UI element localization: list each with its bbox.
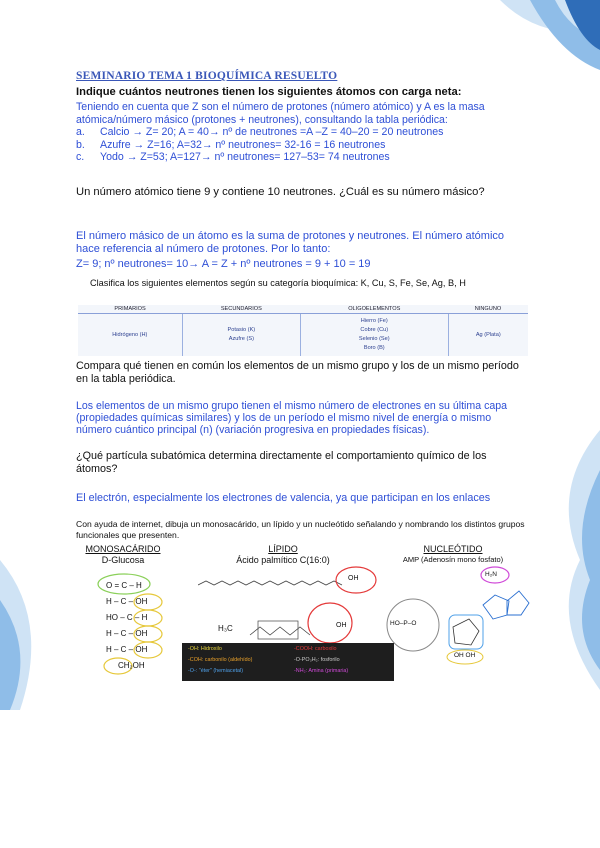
nucleotide-title: NUCLEÓTIDO (423, 544, 483, 554)
answer-5 (76, 492, 526, 505)
cell-secundarios (182, 314, 300, 357)
glucose-line: HO – C – H (106, 613, 148, 622)
header-secundarios: SECUNDARIOS (182, 305, 300, 314)
oligo-item: Selenio (Se) (358, 336, 390, 342)
answer-item-b (76, 139, 526, 152)
legend-item: -COOH: carboxilo (294, 646, 337, 652)
answer-2 (76, 230, 526, 271)
legend-item: -COH: carbonilo (aldehído) (188, 657, 253, 663)
glucose-line: H – C – OH (106, 645, 148, 654)
header-ninguno: NINGUNO (448, 305, 528, 314)
oligo-item: Boro (B) (363, 345, 385, 351)
page-title: SEMINARIO TEMA 1 BIOQUÍMICA RESUELTO (76, 70, 338, 82)
primario-item: Hidrógeno (H) (112, 331, 148, 338)
amp-oh-label: OH OH (454, 652, 476, 659)
question-1 (76, 86, 526, 164)
answer-item-a-text: Calcio → Z= 20; A = 40→ nº de neutrones =A –Z = 40–20 = 20 neutrones (100, 126, 444, 138)
answer-item-a-label: a. (76, 126, 85, 138)
glucose-line: H – C – OH (106, 597, 148, 606)
oligo-item: Cobre (Cu) (360, 327, 389, 333)
nucleotide-name: AMP (Adenosín mono fosfato) (402, 555, 504, 564)
cell-ninguno (448, 314, 528, 357)
corner-wave-right (540, 430, 600, 690)
legend-item: -OH: Hidroxilo (188, 646, 222, 652)
glucose-line: H – C – OH (106, 629, 148, 638)
answer-item-c-label: c. (76, 151, 85, 163)
question-1-text: Indique cuántos neutrones tienen los siguientes átomos con carga neta: (76, 86, 462, 98)
question-5 (76, 450, 526, 476)
header-oligoelementos: OLIGOELEMENTOS (301, 305, 449, 314)
amp-amine-label: H₂N (485, 571, 497, 578)
amp-structure (383, 565, 533, 665)
functional-groups-legend (182, 643, 394, 681)
answer-item-b-text: Azufre → Z=16; A=32→ nº neutrones= 32-16 = 16 neutrones (100, 138, 386, 151)
answer-4-text: Los elementos de un mismo grupo tienen el mismo número de electrones en su última capa (propiedades químicas similares) y los de un período el mismo nivel de energía o mismo número cuántico principal (n) (variación progresiva en propiedades físicas). (76, 400, 508, 436)
question-6-text: Con ayuda de internet, dibuja un monosacárido, un lípido y un nucleótido señalando y nombrando los distintos grupos funcionales que presenten. (76, 519, 525, 540)
glucose-line: O = C – H (106, 581, 142, 590)
cell-oligoelementos (301, 314, 449, 357)
glucose-line: CH₂OH (118, 661, 145, 670)
secundario-item: Azufre (S) (228, 336, 254, 342)
amp-phosphate-label: HO–P–O (390, 620, 417, 627)
glucose-formula (106, 578, 147, 674)
question-3 (90, 278, 510, 289)
answer-item-c (76, 151, 526, 164)
question-2-text: Un número atómico tiene 9 y contiene 10 neutrones. ¿Cuál es su número másico? (76, 186, 485, 198)
table-header-row (78, 305, 528, 314)
header-primarios: PRIMARIOS (78, 305, 182, 314)
mono-name: D-Glucosa (101, 555, 145, 565)
answer-2-text: El número másico de un átomo es la suma de protones y neutrones. El número atómico hace referencia al número de protones. Por lo tanto: (76, 230, 505, 255)
answer-5-text: El electrón, especialmente los electrones de valencia, ya que participan en los enlaces (76, 492, 491, 504)
answer-item-b-label: b. (76, 138, 85, 151)
answer-4 (76, 400, 526, 436)
legend-item: -O-PO₃H₂: fosforilo (294, 657, 340, 663)
table-row (78, 314, 528, 357)
lipid-oh2-label: OH (336, 622, 347, 629)
oligo-item: Hierro (Fe) (360, 318, 388, 324)
question-5-text: ¿Qué partícula subatómica determina directamente el comportamiento químico de los átomos? (76, 450, 487, 475)
question-3-text: Clasifica los siguientes elementos según su categoría bioquímica: K, Cu, S, Fe, Se, Ag, B, H (90, 278, 466, 288)
question-4-text: Compara qué tienen en común los elementos de un mismo grupo y los de un mismo período en la tabla periódica. (76, 360, 519, 385)
lipid-title: LÍPIDO (268, 544, 298, 554)
question-4 (76, 360, 526, 386)
ninguno-item: Ag (Plata) (475, 331, 501, 338)
answer-item-a (76, 126, 526, 139)
corner-wave-bottom-left (0, 560, 70, 710)
question-6 (76, 519, 526, 540)
legend-item: -O-: "éter" (hemiacetal) (188, 668, 244, 674)
question-1-intro: Teniendo en cuenta que Z son el número de protones (número atómico) y A es la masa atómica/número másico (protones + neutrones), consultando la tabla periódica: (76, 101, 485, 126)
secundario-item: Potasio (K) (227, 327, 256, 333)
mono-title: MONOSACÁRIDO (85, 544, 161, 554)
question-2 (76, 186, 526, 199)
lipid-oh-label: OH (348, 575, 359, 582)
legend-item: -NH₂: Amina (primaria) (294, 668, 349, 674)
answer-2-formula: Z= 9; nº neutrones= 10→ A = Z + nº neutrones = 9 + 10 = 19 (76, 258, 371, 270)
cell-primarios (78, 314, 182, 357)
lipid-ch3-label: H₃C (218, 624, 233, 633)
classification-table (78, 305, 528, 356)
lipid-name: Ácido palmítico C(16:0) (236, 555, 330, 565)
answer-item-c-text: Yodo → Z=53; A=127→ nº neutrones= 127–53= 74 neutrones (100, 151, 390, 163)
